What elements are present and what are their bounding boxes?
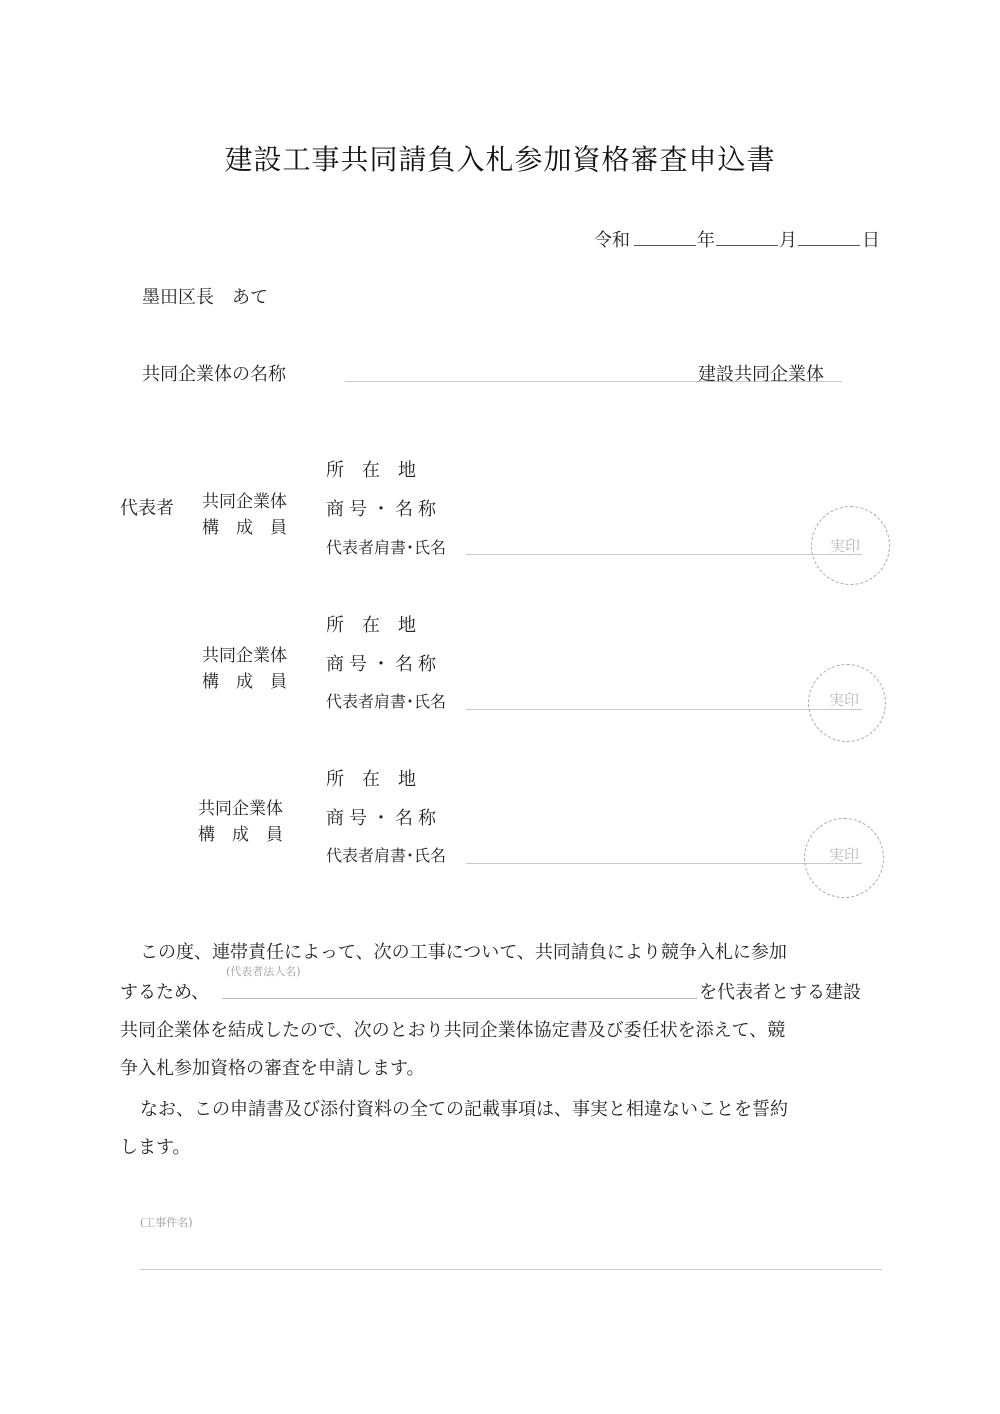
member-3-rep-label: 代表者肩書･氏名 [326,846,447,865]
member-3-label-line2: 構 成 員 [198,825,283,845]
date-month-field[interactable] [716,245,778,246]
page-title: 建設工事共同請負入札参加資格審査申込書 [224,143,776,176]
project-name-hint: (工事件名) [140,1216,193,1229]
date-era: 令和 [594,230,630,251]
jv-name-label: 共同企業体の名称 [142,364,286,385]
member-1-rep-field[interactable] [466,554,862,555]
member-3-company-label: 商号・名称 [326,808,441,829]
member-2-label-line2: 構 成 員 [202,672,287,692]
addressee: 墨田区長 あて [142,287,268,308]
member-1-rep-label: 代表者肩書･氏名 [326,538,447,557]
body-line-2-post: を代表者とする建設 [699,982,861,1003]
member-1-company-label: 商号・名称 [326,499,441,520]
date-month-label: 月 [779,230,797,251]
body-line-1: この度、連帯責任によって、次の工事について、共同請負により競争入札に参加 [140,942,787,963]
member-1-label-line1: 共同企業体 [202,492,287,512]
member-1-location-label: 所 在 地 [326,460,416,481]
member-3-rep-field[interactable] [466,863,862,864]
member-2-company-label: 商号・名称 [326,654,441,675]
rep-corp-field[interactable] [222,998,697,999]
member-3-label-line1: 共同企業体 [198,799,283,819]
member-2-label-line1: 共同企業体 [202,646,287,666]
member-2-location-label: 所 在 地 [326,615,416,636]
body-line-6: します。 [120,1137,191,1158]
body-line-4: 争入札参加資格の審査を申請します。 [120,1058,425,1079]
jv-name-suffix: 建設共同企業体 [698,364,824,385]
body-line-3: 共同企業体を結成したので、次のとおり共同企業体協定書及び委任状を添えて、競 [120,1020,786,1041]
date-year-field[interactable] [634,245,696,246]
member-2-rep-label: 代表者肩書･氏名 [326,692,447,711]
rep-corp-hint: (代表者法人名) [226,965,301,978]
member-2-rep-field[interactable] [466,709,862,710]
date-day-label: 日 [862,230,880,251]
representative-label: 代表者 [120,498,174,519]
member-2-seal-text: 実印 [829,691,860,709]
project-name-field[interactable] [140,1269,882,1270]
member-1-label-line2: 構 成 員 [202,518,287,538]
member-3-seal-text: 実印 [829,846,860,864]
member-1-seal-text: 実印 [830,537,861,555]
date-day-field[interactable] [798,245,860,246]
body-line-2-pre: するため、 [120,982,210,1003]
date-year-label: 年 [697,230,715,251]
body-line-5: なお、この申請書及び添付資料の全ての記載事項は、事実と相違ないことを誓約 [140,1099,788,1120]
member-3-location-label: 所 在 地 [326,769,416,790]
